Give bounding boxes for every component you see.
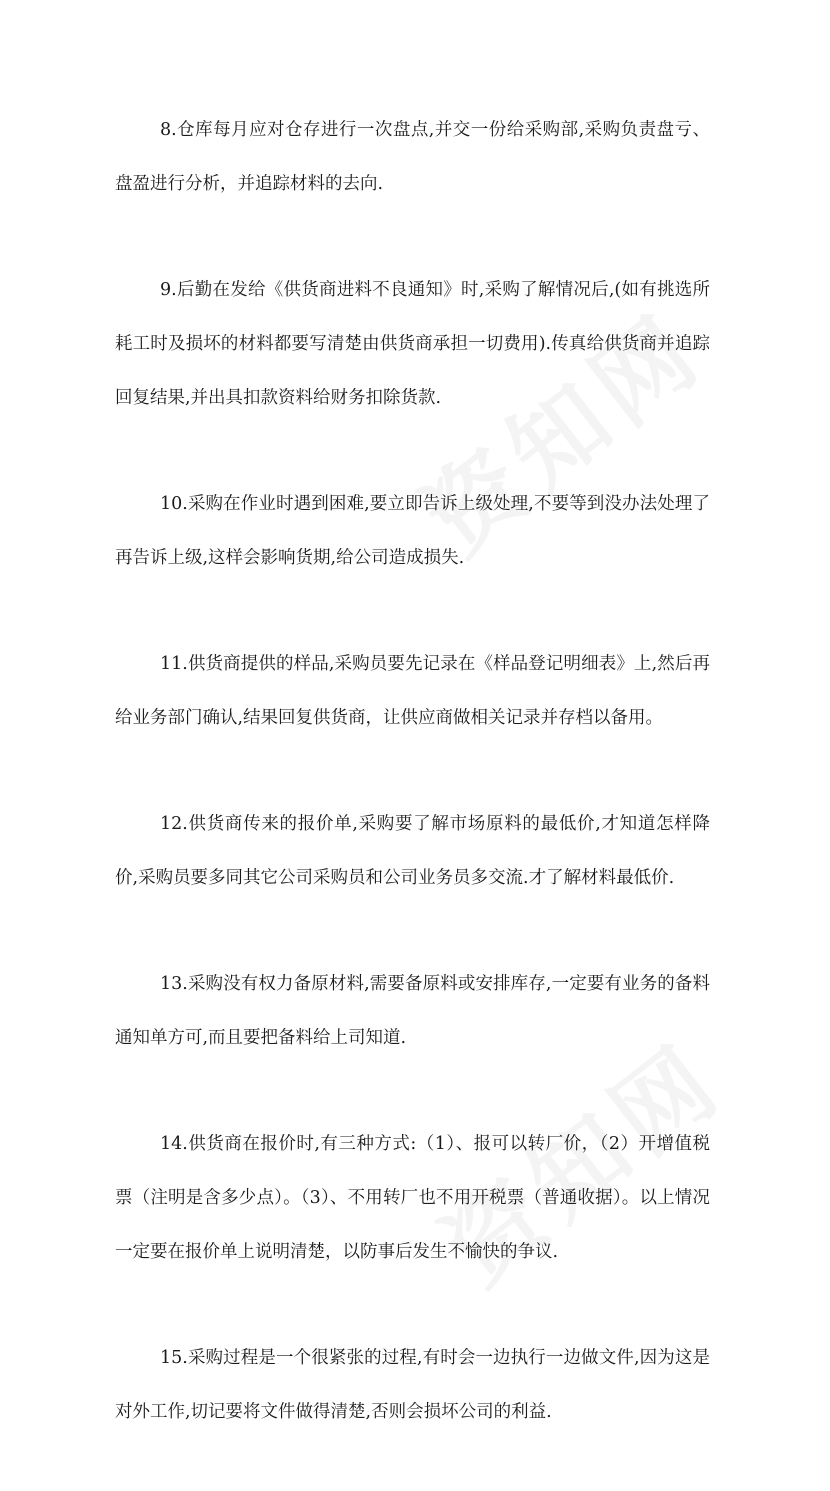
paragraph-13: 13.采购没有权力备原材料,需要备原料或安排库存,一定要有业务的备料通知单方可,而且要把备料给上司知道. xyxy=(115,974,710,1048)
paragraph-11: 11.供货商提供的样品,采购员要先记录在《样品登记明细表》上,然后再给业务部门确认,结果回复供货商，让供应商做相关记录并存档以备用。 xyxy=(115,654,710,728)
paragraph-12: 12.供货商传来的报价单,采购要了解市场原料的最低价,才知道怎样降价,采购员要多同其它公司采购员和公司业务员多交流.才了解材料最低价. xyxy=(115,814,710,888)
paragraph-10: 10.采购在作业时遇到困难,要立即告诉上级处理,不要等到没办法处理了再告诉上级,这样会影响货期,给公司造成损失. xyxy=(115,494,710,568)
paragraph-15: 15.采购过程是一个很紧张的过程,有时会一边执行一边做文件,因为这是对外工作,切记要将文件做得清楚,否则会损坏公司的利益. xyxy=(115,1348,710,1422)
paragraph-8: 8.仓库每月应对仓存进行一次盘点,并交一份给采购部,采购负责盘亏、盘盈进行分析，并追踪材料的去向. xyxy=(115,120,710,194)
paragraph-9: 9.后勤在发给《供货商进料不良通知》时,采购了解情况后,(如有挑选所耗工时及损坏的材料都要写清楚由供货商承担一切费用).传真给供货商并追踪回复结果,并出具扣款资料给财务扣除货款. xyxy=(115,280,710,408)
document-body xyxy=(115,103,710,1491)
paragraph-14: 14.供货商在报价时,有三种方式:（1）、报可以转厂价，（2）开增值税票（注明是含多少点）。（3）、不用转厂也不用开税票（普通收据）。以上情况一定要在报价单上说明清楚，以防事后发生不愉快的争议. xyxy=(115,1134,710,1262)
